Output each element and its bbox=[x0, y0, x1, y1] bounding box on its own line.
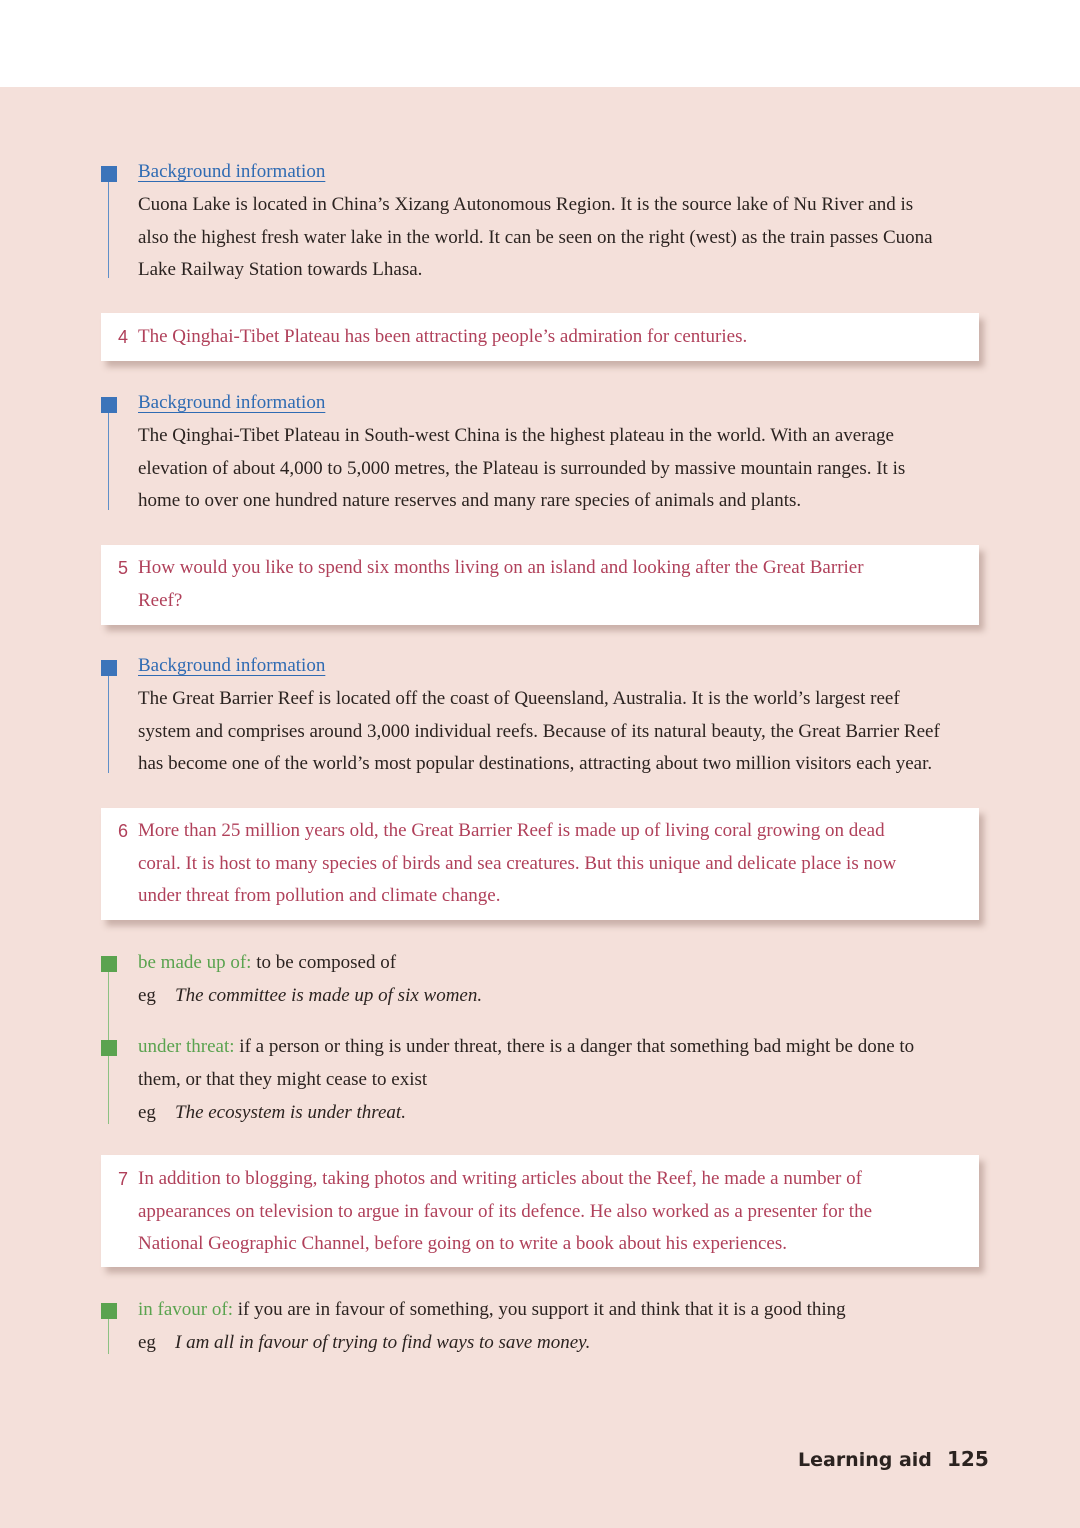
section-marker bbox=[101, 397, 117, 413]
background-text bbox=[138, 683, 988, 781]
quote-box bbox=[101, 313, 979, 361]
vocab-definition-continued: them, or that they might cease to exist bbox=[138, 1069, 428, 1090]
vocab-term: under threat: bbox=[138, 1036, 235, 1057]
text-line: home to over one hundred nature reserves and many rare species of animals and plants. bbox=[138, 490, 802, 512]
example-sentence: The committee is made up of six women. bbox=[175, 985, 483, 1006]
quote-box bbox=[101, 545, 979, 625]
example-sentence: I am all in favour of trying to find ways to save money. bbox=[175, 1332, 591, 1353]
text-line: under threat from pollution and climate change. bbox=[138, 885, 501, 907]
quote-box bbox=[101, 1155, 979, 1267]
background-text bbox=[138, 189, 988, 287]
text-line: system and comprises around 3,000 individual reefs. Because of its natural beauty, the Great Barrier Reef bbox=[138, 720, 940, 742]
text-line: appearances on television to argue in favour of its defence. He also worked as a presenter for the bbox=[138, 1200, 873, 1222]
quote-text bbox=[138, 1163, 958, 1261]
section-rule bbox=[108, 676, 109, 773]
vocab-marker bbox=[101, 1303, 117, 1319]
text-line: More than 25 million years old, the Great Barrier Reef is made up of living coral growing on dead bbox=[138, 820, 885, 841]
eg-label: eg bbox=[138, 985, 156, 1006]
text-line: The Great Barrier Reef is located off the coast of Queensland, Australia. It is the world’s largest reef bbox=[138, 688, 900, 709]
eg-label: eg bbox=[138, 1102, 156, 1123]
background-text bbox=[138, 420, 988, 518]
quote-text bbox=[138, 552, 958, 617]
background-title: Background information bbox=[138, 392, 326, 413]
text-line: has become one of the world’s most popular destinations, attracting about two million visitors each year. bbox=[138, 753, 933, 775]
vocab-definition-text: if you are in favour of something, you support it and think that it is a good thing bbox=[232, 1299, 846, 1320]
vocab-rule bbox=[108, 1319, 109, 1354]
section-marker bbox=[101, 166, 117, 182]
vocab-definition-text: to be composed of bbox=[251, 952, 397, 973]
quote-box bbox=[101, 808, 979, 920]
section-marker bbox=[101, 660, 117, 676]
text-line: How would you like to spend six months living on an island and looking after the Great Barrier bbox=[138, 557, 864, 578]
vocab-definition bbox=[138, 1294, 988, 1327]
text-line: The Qinghai-Tibet Plateau in South-west China is the highest plateau in the world. With an average bbox=[138, 425, 894, 446]
quote-text bbox=[138, 321, 958, 354]
background-title: Background information bbox=[138, 655, 326, 676]
text-line: The Qinghai-Tibet Plateau has been attracting people’s admiration for centuries. bbox=[138, 326, 748, 347]
vocab-example bbox=[138, 980, 988, 1013]
eg-label: eg bbox=[138, 1332, 156, 1353]
text-line: In addition to blogging, taking photos and writing articles about the Reef, he made a number of bbox=[138, 1168, 862, 1189]
section-rule bbox=[108, 413, 109, 510]
background-title: Background information bbox=[138, 161, 326, 182]
quote-number: 4 bbox=[118, 327, 129, 347]
text-line: National Geographic Channel, before going on to write a book about his experiences. bbox=[138, 1233, 787, 1255]
vocab-definition bbox=[138, 1031, 988, 1064]
text-line: Lake Railway Station towards Lhasa. bbox=[138, 259, 423, 281]
vocab-term: be made up of: bbox=[138, 952, 252, 973]
text-line: coral. It is host to many species of birds and sea creatures. But this unique and delicate place is now bbox=[138, 852, 897, 874]
vocab-marker bbox=[101, 1040, 117, 1056]
vocab-marker bbox=[101, 956, 117, 972]
text-line: Reef? bbox=[138, 589, 183, 611]
vocab-definition-text: if a person or thing is under threat, there is a danger that something bad might be done to bbox=[234, 1036, 915, 1057]
page-number: 125 bbox=[947, 1447, 989, 1471]
vocab-example bbox=[138, 1327, 988, 1360]
quote-number: 5 bbox=[118, 558, 129, 578]
footer-section-label: Learning aid bbox=[798, 1449, 932, 1471]
vocab-example bbox=[138, 1097, 988, 1130]
text-line: also the highest fresh water lake in the world. It can be seen on the right (west) as the train passes Cuona bbox=[138, 226, 933, 248]
text-line: Cuona Lake is located in China’s Xizang Autonomous Region. It is the source lake of Nu River and is bbox=[138, 194, 914, 215]
example-sentence: The ecosystem is under threat. bbox=[175, 1102, 406, 1123]
text-line: elevation of about 4,000 to 5,000 metres, the Plateau is surrounded by massive mountain ranges. It is bbox=[138, 457, 906, 479]
vocab-term: in favour of: bbox=[138, 1299, 233, 1320]
quote-number: 7 bbox=[118, 1169, 129, 1189]
quote-number: 6 bbox=[118, 821, 129, 841]
section-rule bbox=[108, 182, 109, 278]
vocab-definition bbox=[138, 947, 988, 980]
quote-text bbox=[138, 815, 958, 913]
